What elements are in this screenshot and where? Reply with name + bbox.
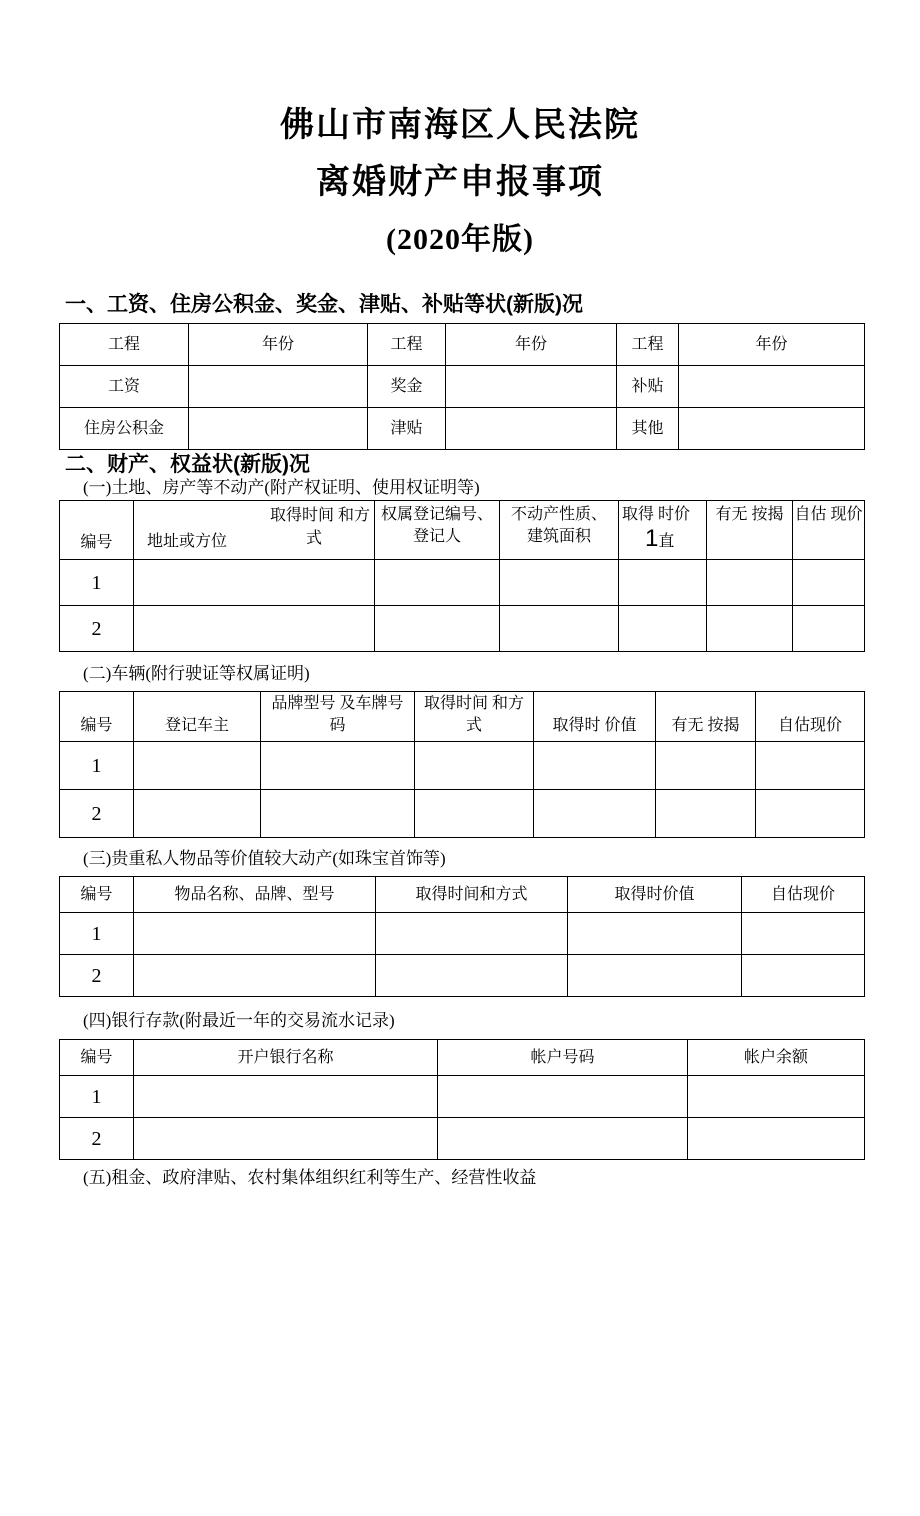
label-other: 其他 xyxy=(617,408,679,450)
vehicles-table xyxy=(59,691,865,838)
empty-cell xyxy=(707,560,793,606)
valuables-col-estimate: 自估现价 xyxy=(742,877,865,913)
empty-cell xyxy=(656,742,756,790)
bank-col-number: 编号 xyxy=(60,1040,134,1076)
price-digit: 1 xyxy=(645,525,659,552)
realestate-col-acquire-price xyxy=(619,501,707,560)
time-line1: 取得时间 和方 xyxy=(423,695,524,712)
vehicles-col-number: 编号 xyxy=(60,692,134,742)
empty-cell xyxy=(500,560,619,606)
empty-cell xyxy=(446,366,617,408)
income-table xyxy=(59,323,865,450)
realestate-table xyxy=(59,500,865,652)
valuables-row-2 xyxy=(60,955,865,997)
price-line1: 取得 时价 xyxy=(622,506,691,523)
label-allowance: 津贴 xyxy=(368,408,446,450)
vehicles-col-mortgage: 有无 按揭 xyxy=(656,692,756,742)
empty-cell xyxy=(415,790,534,838)
empty-cell xyxy=(679,366,865,408)
income-col-year-2: 年份 xyxy=(446,324,617,366)
empty-cell xyxy=(261,790,415,838)
empty-cell xyxy=(438,1118,688,1160)
empty-cell xyxy=(376,913,568,955)
empty-cell xyxy=(534,790,656,838)
bank-col-bank-name: 开户银行名称 xyxy=(134,1040,438,1076)
row-number: 2 xyxy=(60,1118,134,1160)
realestate-col-number: 编号 xyxy=(60,501,134,560)
bank-col-account: 帐户号码 xyxy=(438,1040,688,1076)
section-1-heading: 一、工资、住房公积金、奖金、津贴、补贴等状(新版)况 xyxy=(65,293,583,316)
label-housing-fund: 住房公积金 xyxy=(60,408,189,450)
income-col-year-1: 年份 xyxy=(189,324,368,366)
realestate-col-estimate: 自估 现价 xyxy=(793,501,865,560)
label-subsidy: 补贴 xyxy=(617,366,679,408)
empty-cell xyxy=(742,913,865,955)
empty-cell xyxy=(679,408,865,450)
income-col-item-2: 工程 xyxy=(368,324,446,366)
realestate-col-address: 地址或方位 xyxy=(147,533,228,550)
nature-line2: 建筑面积 xyxy=(526,528,591,545)
realestate-col-mortgage: 有无 按揭 xyxy=(707,501,793,560)
bank-row-1 xyxy=(60,1076,865,1118)
empty-cell xyxy=(568,913,742,955)
bank-col-balance: 帐户余额 xyxy=(688,1040,865,1076)
empty-cell xyxy=(134,913,376,955)
nature-line1: 不动产性质、 xyxy=(510,506,607,523)
income-col-item-3: 工程 xyxy=(617,324,679,366)
empty-cell xyxy=(688,1118,865,1160)
doc-title-court: 佛山市南海区人民法院 xyxy=(280,107,640,144)
time-line2: 式 xyxy=(465,717,482,734)
price-char: 直 xyxy=(658,533,675,550)
realestate-col-nature xyxy=(500,501,619,560)
empty-cell xyxy=(376,955,568,997)
row-number: 2 xyxy=(60,606,134,652)
empty-cell xyxy=(656,790,756,838)
document-content xyxy=(0,292,920,1189)
income-header-row xyxy=(60,324,865,366)
empty-cell xyxy=(619,606,707,652)
vehicles-col-estimate: 自估现价 xyxy=(756,692,865,742)
bank-table xyxy=(59,1039,865,1160)
subsection-valuables-label: (三)贵重私人物品等价值较大动产(如珠宝首饰等) xyxy=(83,849,446,868)
empty-cell xyxy=(261,742,415,790)
empty-cell xyxy=(375,560,500,606)
brand-line2: 码 xyxy=(329,717,346,734)
realestate-row-2 xyxy=(60,606,865,652)
vehicles-row-1 xyxy=(60,742,865,790)
realestate-col-addr-time xyxy=(134,501,375,560)
vehicles-col-brand xyxy=(261,692,415,742)
row-number: 1 xyxy=(60,560,134,606)
realestate-col-time-line1: 取得时间 和方 xyxy=(269,507,370,524)
subsection-realestate-label: (一)土地、房产等不动产(附产权证明、使用权证明等) xyxy=(83,478,480,497)
empty-cell xyxy=(134,606,375,652)
empty-cell xyxy=(619,560,707,606)
valuables-col-number: 编号 xyxy=(60,877,134,913)
realestate-row-1 xyxy=(60,560,865,606)
subsection-other-income-label: (五)租金、政府津贴、农村集体组织红利等生产、经营性收益 xyxy=(83,1168,537,1187)
row-number: 2 xyxy=(60,955,134,997)
empty-cell xyxy=(415,742,534,790)
valuables-header-row xyxy=(60,877,865,913)
doc-title-version: (2020年版) xyxy=(386,223,534,256)
registration-line2: 登记人 xyxy=(412,528,461,545)
realestate-col-time-line2: 式 xyxy=(305,530,323,547)
realestate-col-registration xyxy=(375,501,500,560)
row-number: 1 xyxy=(60,742,134,790)
label-bonus: 奖金 xyxy=(368,366,446,408)
valuables-row-1 xyxy=(60,913,865,955)
empty-cell xyxy=(134,1118,438,1160)
empty-cell xyxy=(189,408,368,450)
row-number: 2 xyxy=(60,790,134,838)
empty-cell xyxy=(793,606,865,652)
empty-cell xyxy=(134,1076,438,1118)
subsection-vehicles-label: (二)车辆(附行驶证等权属证明) xyxy=(83,664,310,683)
vehicles-col-price: 取得时 价值 xyxy=(534,692,656,742)
empty-cell xyxy=(375,606,500,652)
income-col-item-1: 工程 xyxy=(60,324,189,366)
empty-cell xyxy=(568,955,742,997)
empty-cell xyxy=(707,606,793,652)
empty-cell xyxy=(134,560,375,606)
empty-cell xyxy=(756,742,865,790)
valuables-table xyxy=(59,876,865,997)
empty-cell xyxy=(688,1076,865,1118)
income-row-1 xyxy=(60,366,865,408)
empty-cell xyxy=(189,366,368,408)
empty-cell xyxy=(793,560,865,606)
empty-cell xyxy=(742,955,865,997)
income-col-year-3: 年份 xyxy=(679,324,865,366)
vehicles-row-2 xyxy=(60,790,865,838)
valuables-col-item: 物品名称、品牌、型号 xyxy=(134,877,376,913)
empty-cell xyxy=(534,742,656,790)
registration-line1: 权属登记编号、 xyxy=(380,506,493,523)
subsection-bank-label: (四)银行存款(附最近一年的交易流水记录) xyxy=(83,1011,395,1030)
empty-cell xyxy=(446,408,617,450)
empty-cell xyxy=(438,1076,688,1118)
brand-line1: 品牌型号 及车牌号 xyxy=(271,695,404,712)
empty-cell xyxy=(134,742,261,790)
valuables-col-price: 取得时价值 xyxy=(568,877,742,913)
price-line2 xyxy=(619,526,706,554)
vehicles-header-row xyxy=(60,692,865,742)
empty-cell xyxy=(134,790,261,838)
income-row-2 xyxy=(60,408,865,450)
row-number: 1 xyxy=(60,913,134,955)
valuables-col-time: 取得时间和方式 xyxy=(376,877,568,913)
label-salary: 工资 xyxy=(60,366,189,408)
bank-header-row xyxy=(60,1040,865,1076)
realestate-header-row xyxy=(60,501,865,560)
vehicles-col-time xyxy=(415,692,534,742)
vehicles-col-owner: 登记车主 xyxy=(134,692,261,742)
empty-cell xyxy=(756,790,865,838)
row-number: 1 xyxy=(60,1076,134,1118)
doc-title-subject: 离婚财产申报事项 xyxy=(316,164,604,201)
empty-cell xyxy=(500,606,619,652)
empty-cell xyxy=(134,955,376,997)
bank-row-2 xyxy=(60,1118,865,1160)
title-block xyxy=(0,0,920,268)
section-2-heading: 二、财产、权益状(新版)况 xyxy=(65,453,310,476)
